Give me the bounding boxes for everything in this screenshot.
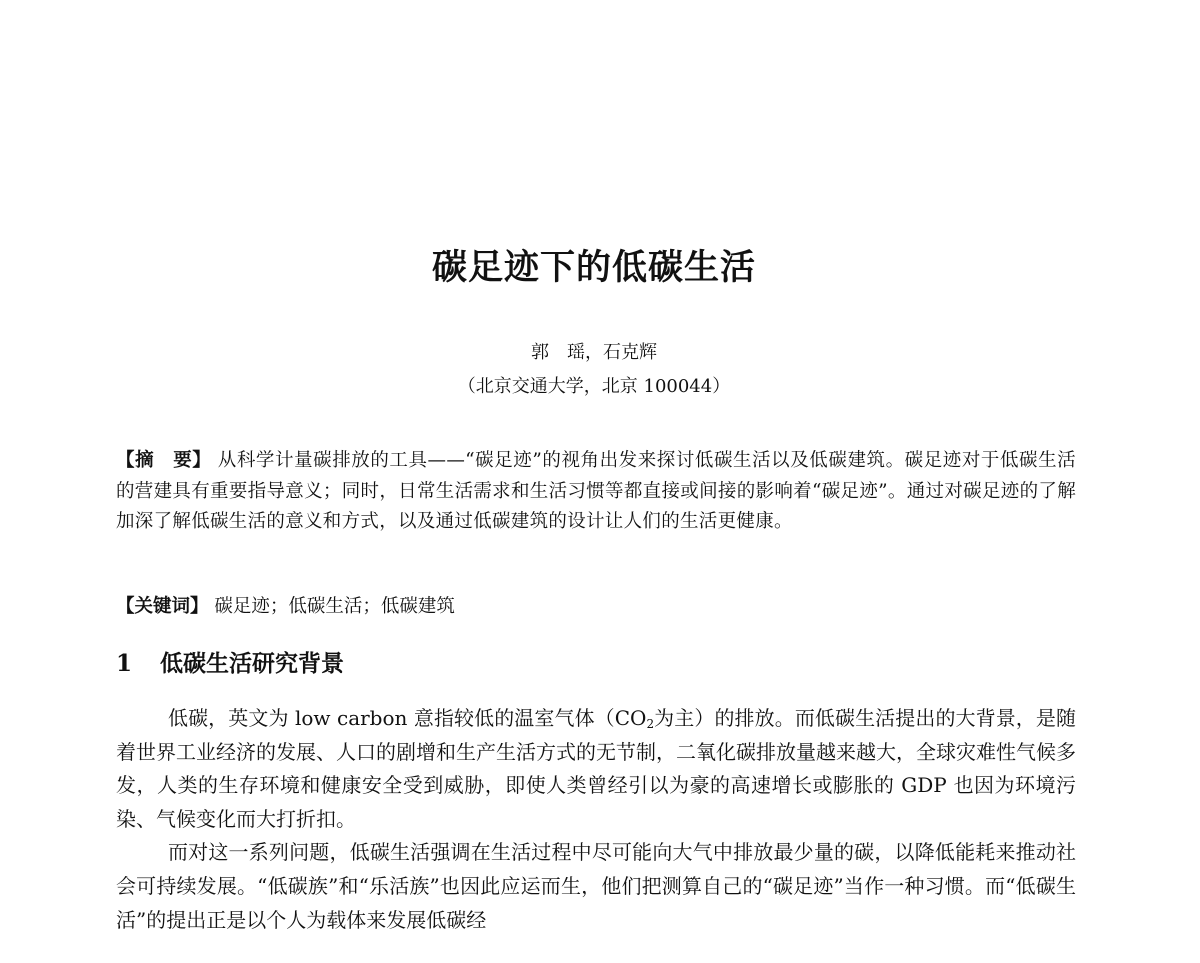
body-text: [116, 702, 1076, 937]
paragraph: [116, 702, 1076, 836]
author-list: 郭 瑶，石克辉: [531, 342, 657, 363]
section-title: 低碳生活研究背景: [160, 650, 344, 677]
abstract-text: 从科学计量碳排放的工具——“碳足迹”的视角出发来探讨低碳生活以及低碳建筑。碳足迹对于低碳生活的营建具有重要指导意义；同时，日常生活需求和生活习惯等都直接或间接的影响着“碳足迹”。通过对碳足迹的了解加深了解低碳生活的意义和方式，以及通过低碳建筑的设计让人们的生活更健康。: [116, 450, 1076, 532]
section-heading: [116, 646, 1076, 682]
paragraph-text: 低碳，英文为 low carbon 意指较低的温室气体（CO: [168, 706, 647, 730]
abstract: [116, 446, 1076, 538]
keywords: [116, 592, 1076, 622]
paragraph: 而对这一系列问题，低碳生活强调在生活过程中尽可能向大气中排放最少量的碳，以降低能耗来推动社会可持续发展。“低碳族”和“乐活族”也因此应运而生，他们把测算自己的“碳足迹”当作一种习惯。而“低碳生活”的提出正是以个人为载体来发展低碳经: [116, 840, 1076, 932]
abstract-label: 【摘 要】: [116, 450, 212, 471]
subscript: 2: [646, 717, 655, 731]
affiliation: （北京交通大学，北京 100044）: [457, 376, 731, 397]
keywords-label: 【关键词】: [116, 596, 209, 617]
paragraph-text: 为主）的排放。而低碳生活提出的大背景，是随着世界工业经济的发展、人口的剧增和生产生活方式的无节制，二氧化碳排放量越来越大，全球灾难性气候多发，人类的生存环境和健康安全受到威胁，即使人类曾经引以为豪的高速增长或膨胀的 GDP 也因为环境污染、气候变化而大打折扣。: [116, 706, 1076, 831]
section-number: 1: [116, 650, 133, 677]
keywords-text: 碳足迹；低碳生活；低碳建筑: [214, 596, 455, 617]
paper-title: 碳足迹下的低碳生活: [431, 247, 756, 288]
